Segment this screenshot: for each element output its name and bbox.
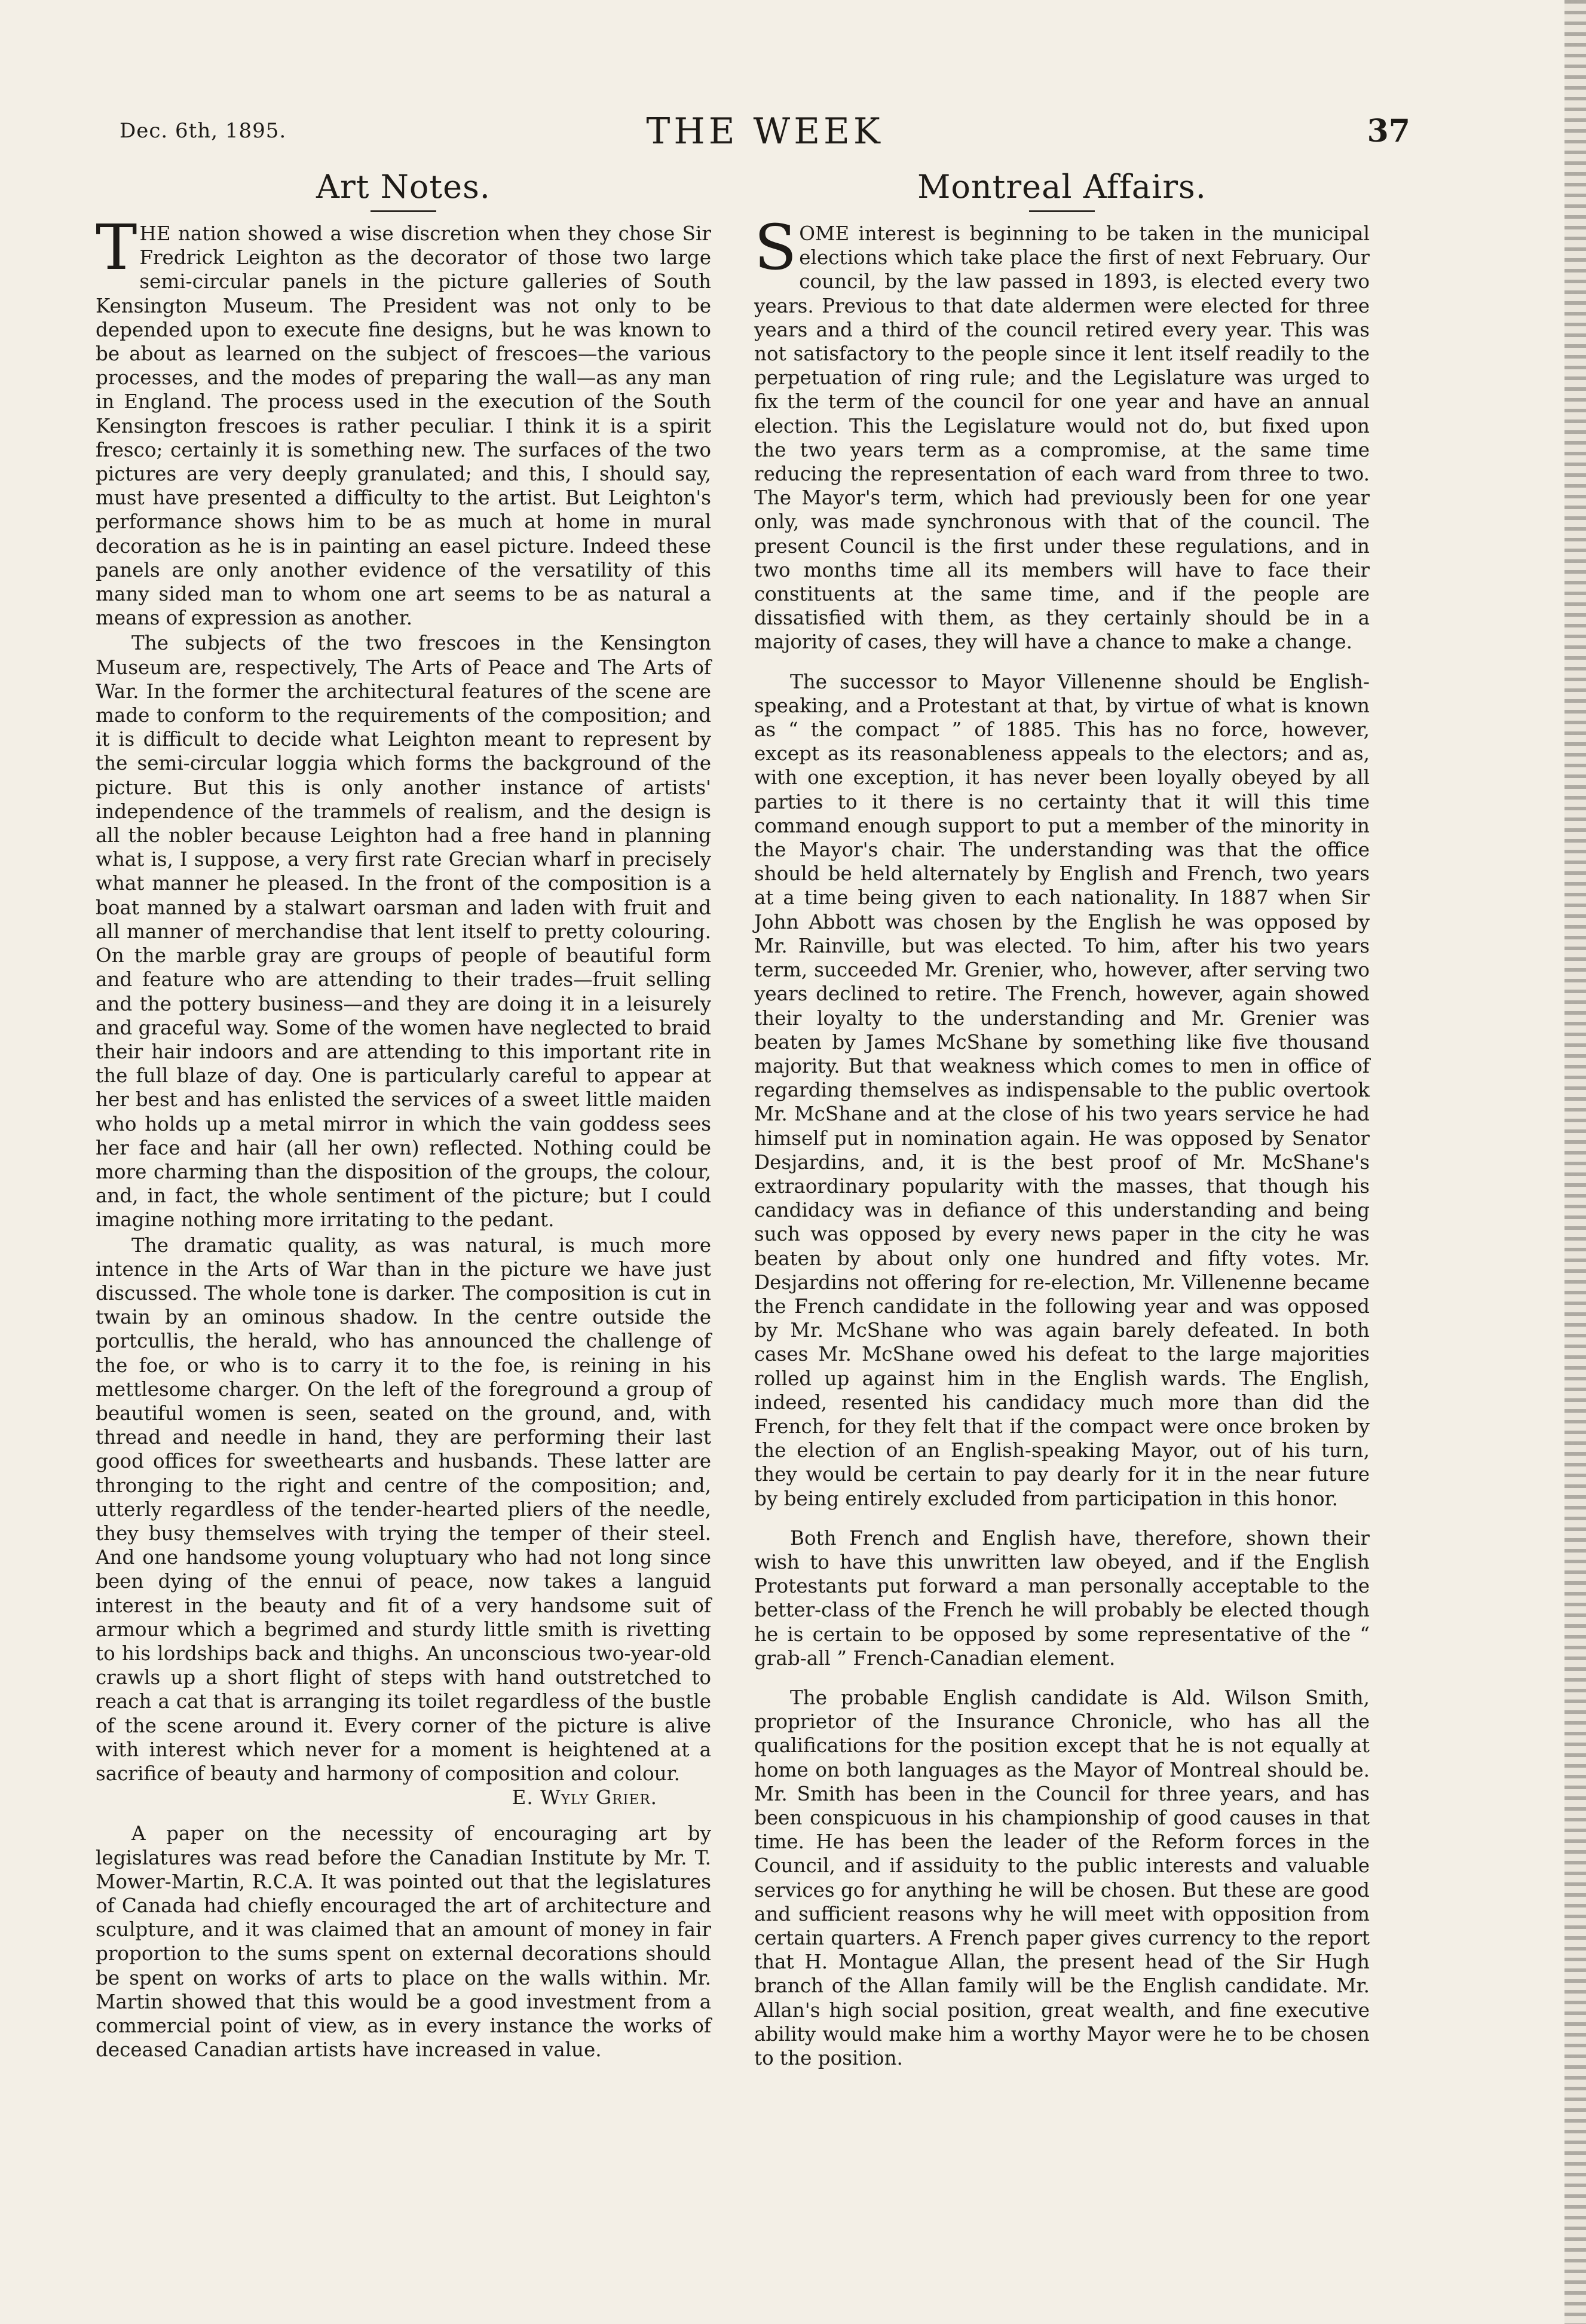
column-art-notes [96,167,711,2062]
heading-rule [371,210,436,212]
publication-title: THE WEEK [646,111,884,152]
article-paragraph: Both French and English have, therefore, shown their wish to have this unwritten law obeyed, and if the English Protestants put forward a man personally acceptable to the better-class of the French he will probably be elected though he is certain to be opposed by some representative of the “ grab-all ” French-Canadian element. [754,1526,1370,1670]
article-paragraph: The dramatic quality, as was natural, is much more intence in the Arts of War than in the picture we have just discussed. The whole tone is darker. The composition is cut in twain by an ominous shadow. In the centre outside the portcullis, the herald, who has announced the challenge of the foe, or who is to carry it to the foe, is reining in his mettlesome charger. On the left of the foreground a group of beautiful women is seen, seated on the ground, and, with thread and needle in hand, they are performing their last good offices for sweethearts and husbands. These latter are thronging to the right and centre of the composition; and, utterly regardless of the tender-hearted pliers of the needle, they busy themselves with trying the temper of their steel. And one handsome young voluptuary who had not long since been dying of the ennui of peace, now takes a languid interest in the beauty and fit of a very handsome suit of armour which a begrimed and sturdy little smith is rivetting to his lordships back and thighs. An unconscious two-year-old crawls up a short flight of steps with hand outstretched to reach a cat that is arranging its toilet regardless of the bustle of the scene around it. Every corner of the picture is alive with interest which never for a moment is heightened at a sacrifice of beauty and harmony of composition and colour. [96,1233,711,1785]
section-heading-montreal-affairs: Montreal Affairs. [917,168,1207,206]
page-number: 37 [1367,113,1410,149]
author-signature: E. Wyly Grier. [512,1786,657,1809]
drop-cap: T [96,211,137,284]
binding-edge [1564,0,1586,2324]
drop-cap: S [754,211,797,284]
section-heading-art-notes: Art Notes. [316,168,491,206]
article-paragraph [96,211,711,630]
heading-rule [1029,210,1095,212]
paragraph-text: OME interest is beginning to be taken in the municipal elections which take place the first of next February. Our council, by the law passed in 1893, is elected every two years. Previous to that date aldermen were elected for three years and a third of the council retired every year. This was not satisfactory to the people since it lent itself readily to the perpetuation of ring rule; and the Legislature was urged to fix the term of the council for one year and have an annual election. This the Legislature would not do, but fixed upon the two years term as a compromise, at the same time reducing the representation of each ward from three to two. The Mayor's term, which had previously been for one year only, was made synchronous with that of the council. The present Council is the first under these regulations, and in two months time all its members will have to face their constituents at the same time, and if the people are dissatisfied with them, as they certainly should be in a majority of cases, they will have a chance to make a change. [754,222,1370,654]
article-paragraph [754,211,1370,654]
article-paragraph: A paper on the necessity of encouraging art by legislatures was read before the Canadian Institute by Mr. T. Mower-Martin, R.C.A. It was pointed out that the legislatures of Canada had chiefly encouraged the art of architecture and sculpture, and it was claimed that an amount of money in fair proportion to the sums spent on external decorations should be spent on works of arts to place on the walls within. Mr. Martin showed that this would be a good investment from a commercial point of view, as in every instance the works of deceased Canadian artists have increased in value. [96,1822,711,2062]
issue-date: Dec. 6th, 1895. [120,119,287,143]
column-montreal-affairs [754,167,1370,2070]
article-paragraph: The probable English candidate is Ald. Wilson Smith, proprietor of the Insurance Chronicle, who has all the qualifications for the position except that he is not equally at home on both languages as the Mayor of Montreal should be. Mr. Smith has been in the Council for three years, and has been conspicuous in his championship of good causes in that time. He has been the leader of the Reform forces in the Council, and if assiduity to the public interests and valuable services go for anything he will be chosen. But these are good and sufficient reasons why he will meet with opposition from certain quarters. A French paper gives currency to the report that H. Montague Allan, the present head of the Sir Hugh branch of the Allan family will be the English candidate. Mr. Allan's high social position, great wealth, and fine executive ability would make him a worthy Mayor were he to be chosen to the position. [754,1686,1370,2070]
article-paragraph: The subjects of the two frescoes in the Kensington Museum are, respectively, The Arts of Peace and The Arts of War. In the former the architectural features of the scene are made to conform to the requirements of the composition; and it is difficult to decide what Leighton meant to represent by the semi-circular loggia which forms the background of the picture. But this is only another instance of artists' independence of the trammels of realism, and the design is all the nobler because Leighton had a free hand in planning what is, I suppose, a very first rate Grecian wharf in precisely what manner he pleased. In the front of the composition is a boat manned by a stalwart oarsman and laden with fruit and all manner of merchandise that lent itself to pretty colouring. On the marble gray are groups of people of beautiful form and feature who are attending to their trades—fruit selling and the pottery business—and they are doing it in a leisurely and graceful way. Some of the women have neglected to braid their hair indoors and are attending to this important rite in the full blaze of day. One is particularly careful to appear at her best and has enlisted the services of a sweet little maiden who holds up a metal mirror in which the vain goddess sees her face and hair (all her own) reflected. Nothing could be more charming than the disposition of the groups, the colour, and, in fact, the whole sentiment of the picture; but I could imagine nothing more irritating to the pedant. [96,632,711,1232]
article-paragraph: The successor to Mayor Villenenne should be English-speaking, and a Protestant at that, by virtue of what is known as “ the compact ” of 1885. This has no force, however, except as its reasonableness appeals to the electors; and as, with one exception, it has never been loyally obeyed by all parties to it there is no certainty that it will this time command enough support to put a member of the minority in the Mayor's chair. The understanding was that the office should be held alternately by English and French, two years at a time being given to each nationality. In 1887 when Sir John Abbott was chosen by the English he was opposed by Mr. Rainville, but was elected. To him, after his two years term, succeeded Mr. Grenier, who, however, after serving two years declined to retire. The French, however, again showed their loyalty to the understanding and Mr. Grenier was beaten by James McShane by something like five thousand majority. But that weakness which comes to men in office of regarding themselves as indispensable to the public overtook Mr. McShane and at the close of his two years service he had himself put in nomination again. He was opposed by Senator Desjardins, and, it is the best proof of Mr. McShane's extraordinary popularity with the masses, that though his candidacy was in defiance of this understanding and being such was opposed by every news paper in the city he was beaten by about only one hundred and fifty votes. Mr. Desjardins not offering for re-election, Mr. Villenenne became the French candidate in the following year and was opposed by Mr. McShane who was again barely defeated. In both cases Mr. McShane owed his defeat to the large majorities rolled up against him in the English wards. The English, indeed, resented his candidacy much more than did the French, for they felt that if the compact were once broken by the election of an English-speaking Mayor, out of his turn, they would be certain to pay dearly for it in the near future by being entirely excluded from participation in this honor. [754,670,1370,1510]
paragraph-text: HE nation showed a wise discretion when they chose Sir Fredrick Leighton as the decorator of those two large semi-circular panels in the picture galleries of South Kensington Museum. The President was not only to be depended upon to execute fine designs, but he was known to be about as learned on the subject of frescoes—the various processes, and the modes of preparing the wall—as any man in England. The process used in the execution of the South Kensington frescoes is rather peculiar. I think it is a spirit fresco; certainly it is something new. The surfaces of the two pictures are very deeply granulated; and this, I should say, must have presented a difficulty to the artist. But Leighton's performance shows him to be as much at home in mural decoration as he is in painting an easel picture. Indeed these panels are only another evidence of the versatility of this many sided man to whom one art seems to be as natural a means of expression as another. [96,222,711,630]
running-head [120,111,1410,158]
